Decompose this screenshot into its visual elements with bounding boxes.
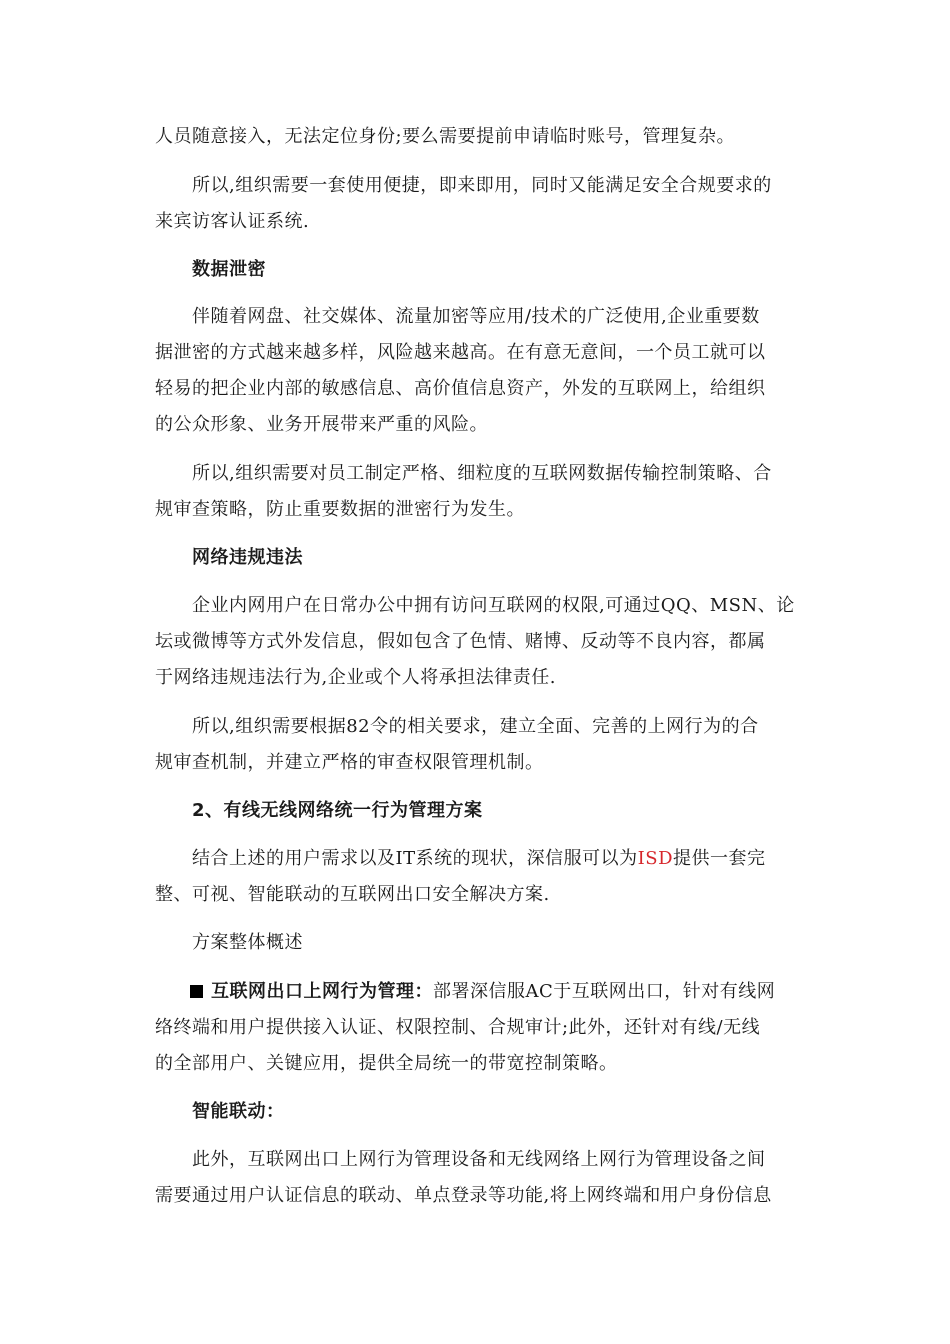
paragraph-line: 所以,组织需要根据82令的相关要求，建立全面、完善的上网行为的合 xyxy=(192,716,759,737)
paragraph-line: 来宾访客认证系统. xyxy=(155,211,310,232)
paragraph-line: 所以,组织需要对员工制定严格、细粒度的互联网数据传输控制策略、合 xyxy=(192,463,772,484)
highlighted-customer-name: ISD xyxy=(637,848,673,869)
paragraph-line: 企业内网用户在日常办公中拥有访问互联网的权限,可通过QQ、MSN、论 xyxy=(192,595,795,616)
paragraph-line: 络终端和用户提供接入认证、权限控制、合规审计;此外，还针对有线/无线 xyxy=(155,1017,761,1038)
section-heading-data-leak: 数据泄密 xyxy=(192,259,266,280)
paragraph-line: 需要通过用户认证信息的联动、单点登录等功能,将上网终端和用户身份信息 xyxy=(155,1185,772,1206)
paragraph-line: 的全部用户、关键应用，提供全局统一的带宽控制策略。 xyxy=(155,1053,618,1074)
paragraph-line: 此外，互联网出口上网行为管理设备和无线网络上网行为管理设备之间 xyxy=(192,1149,766,1170)
paragraph-line: 所以,组织需要一套使用便捷，即来即用，同时又能满足安全合规要求的 xyxy=(192,175,772,196)
section-heading-violations: 网络违规违法 xyxy=(192,547,303,568)
paragraph-line: 的公众形象、业务开展带来严重的风险。 xyxy=(155,414,488,435)
paragraph-line: 坛或微博等方式外发信息，假如包含了色情、赌博、反动等不良内容，都属 xyxy=(155,631,766,652)
section-heading-solution: 2、有线无线网络统一行为管理方案 xyxy=(192,800,483,821)
text-run: 结合上述的用户需求以及IT系统的现状，深信服可以为 xyxy=(192,848,638,869)
paragraph-line: 整、可视、智能联动的互联网出口安全解决方案. xyxy=(155,884,550,905)
paragraph-line: 据泄密的方式越来越多样，风险越来越高。在有意无意间，一个员工就可以 xyxy=(155,342,766,363)
bullet-paragraph-line xyxy=(190,980,795,1004)
paragraph-line xyxy=(192,847,795,871)
paragraph-line: 伴随着网盘、社交媒体、流量加密等应用/技术的广泛使用,企业重要数 xyxy=(192,306,760,327)
bullet-title: 互联网出口上网行为管理： xyxy=(211,981,433,1002)
section-heading-linkage: 智能联动： xyxy=(192,1101,285,1122)
square-bullet-icon xyxy=(190,985,203,998)
paragraph-line: 轻易的把企业内部的敏感信息、高价值信息资产，外发的互联网上，给组织 xyxy=(155,378,766,399)
paragraph-line: 规审查机制，并建立严格的审查权限管理机制。 xyxy=(155,752,544,773)
paragraph-line: 于网络违规违法行为,企业或个人将承担法律责任. xyxy=(155,667,556,688)
subheading-overview: 方案整体概述 xyxy=(192,932,303,953)
paragraph-line: 规审查策略，防止重要数据的泄密行为发生。 xyxy=(155,499,525,520)
text-run: 提供一套完 xyxy=(673,848,766,869)
paragraph-line: 人员随意接入，无法定位身份;要么需要提前申请临时账号，管理复杂。 xyxy=(155,126,736,147)
text-run: 部署深信服AC于互联网出口，针对有线网 xyxy=(433,981,776,1002)
